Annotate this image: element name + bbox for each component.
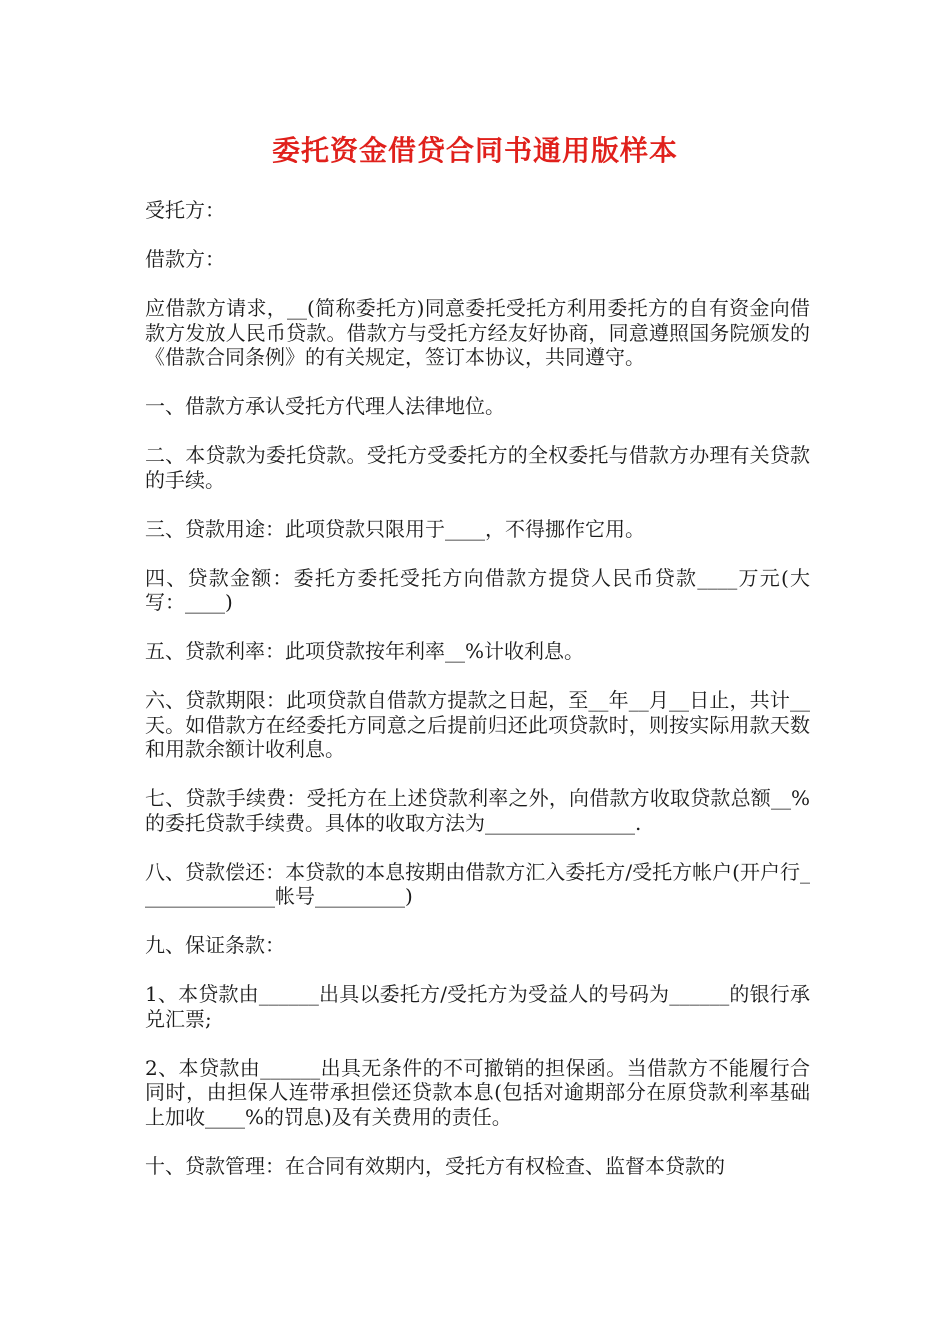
clause-9: 九、保证条款： xyxy=(145,933,285,957)
clause-2: 二、本贷款为委托贷款。受托方受委托方的全权委托与借款方办理有关贷款的手续。 xyxy=(145,443,810,492)
clause-10: 十、贷款管理：在合同有效期内，受托方有权检查、监督本贷款的 xyxy=(145,1153,725,1178)
paragraph-preamble: 应借款方请求，__(简称委托方)同意委托受托方利用委托方的自有资金向借款方发放人民币贷款。借款方与受托方经友好协商，同意遵照国务院颁发的《借款合同条例》的有关规定，签订本协议，共同遵守。 xyxy=(145,296,810,369)
document-title: 委托资金借贷合同书通用版样本 xyxy=(271,134,678,167)
clause-9-item-2: 2、本贷款由______出具无条件的不可撤销的担保函。当借款方不能履行合同时，由担保人连带承担偿还贷款本息(包括对逾期部分在原贷款利率基础上加收____%的罚息)及有关费用的责任。 xyxy=(145,1055,810,1129)
clause-3: 三、贷款用途：此项贷款只限用于____，不得挪作它用。 xyxy=(145,516,645,541)
clause-1: 一、借款方承认受托方代理人法律地位。 xyxy=(145,394,505,418)
clause-4: 四、贷款金额：委托方委托受托方向借款方提贷人民币贷款____万元(大写：____) xyxy=(145,565,810,614)
clause-9-item-1: 1、本贷款由______出具以委托方/受托方为受益人的号码为______的银行承兑汇票; xyxy=(145,982,810,1031)
document-body xyxy=(145,198,810,1203)
clause-6: 六、贷款期限：此项贷款自借款方提款之日起，至__年__月__日止，共计__天。如借款方在经委托方同意之后提前归还此项贷款时，则按实际用款天数和用款余额计收利息。 xyxy=(145,688,810,761)
clause-7: 七、贷款手续费：受托方在上述贷款利率之外，向借款方收取贷款总额__%的委托贷款手续费。具体的收取方法为_______________. xyxy=(145,786,810,835)
clause-5: 五、贷款利率：此项贷款按年利率__%计收利息。 xyxy=(145,639,585,663)
paragraph-trustee: 受托方： xyxy=(145,198,225,222)
paragraph-borrower: 借款方： xyxy=(145,247,225,271)
clause-8: 八、贷款偿还：本贷款的本息按期由借款方汇入委托方/受托方帐户(开户行______________帐号_________) xyxy=(145,859,810,908)
